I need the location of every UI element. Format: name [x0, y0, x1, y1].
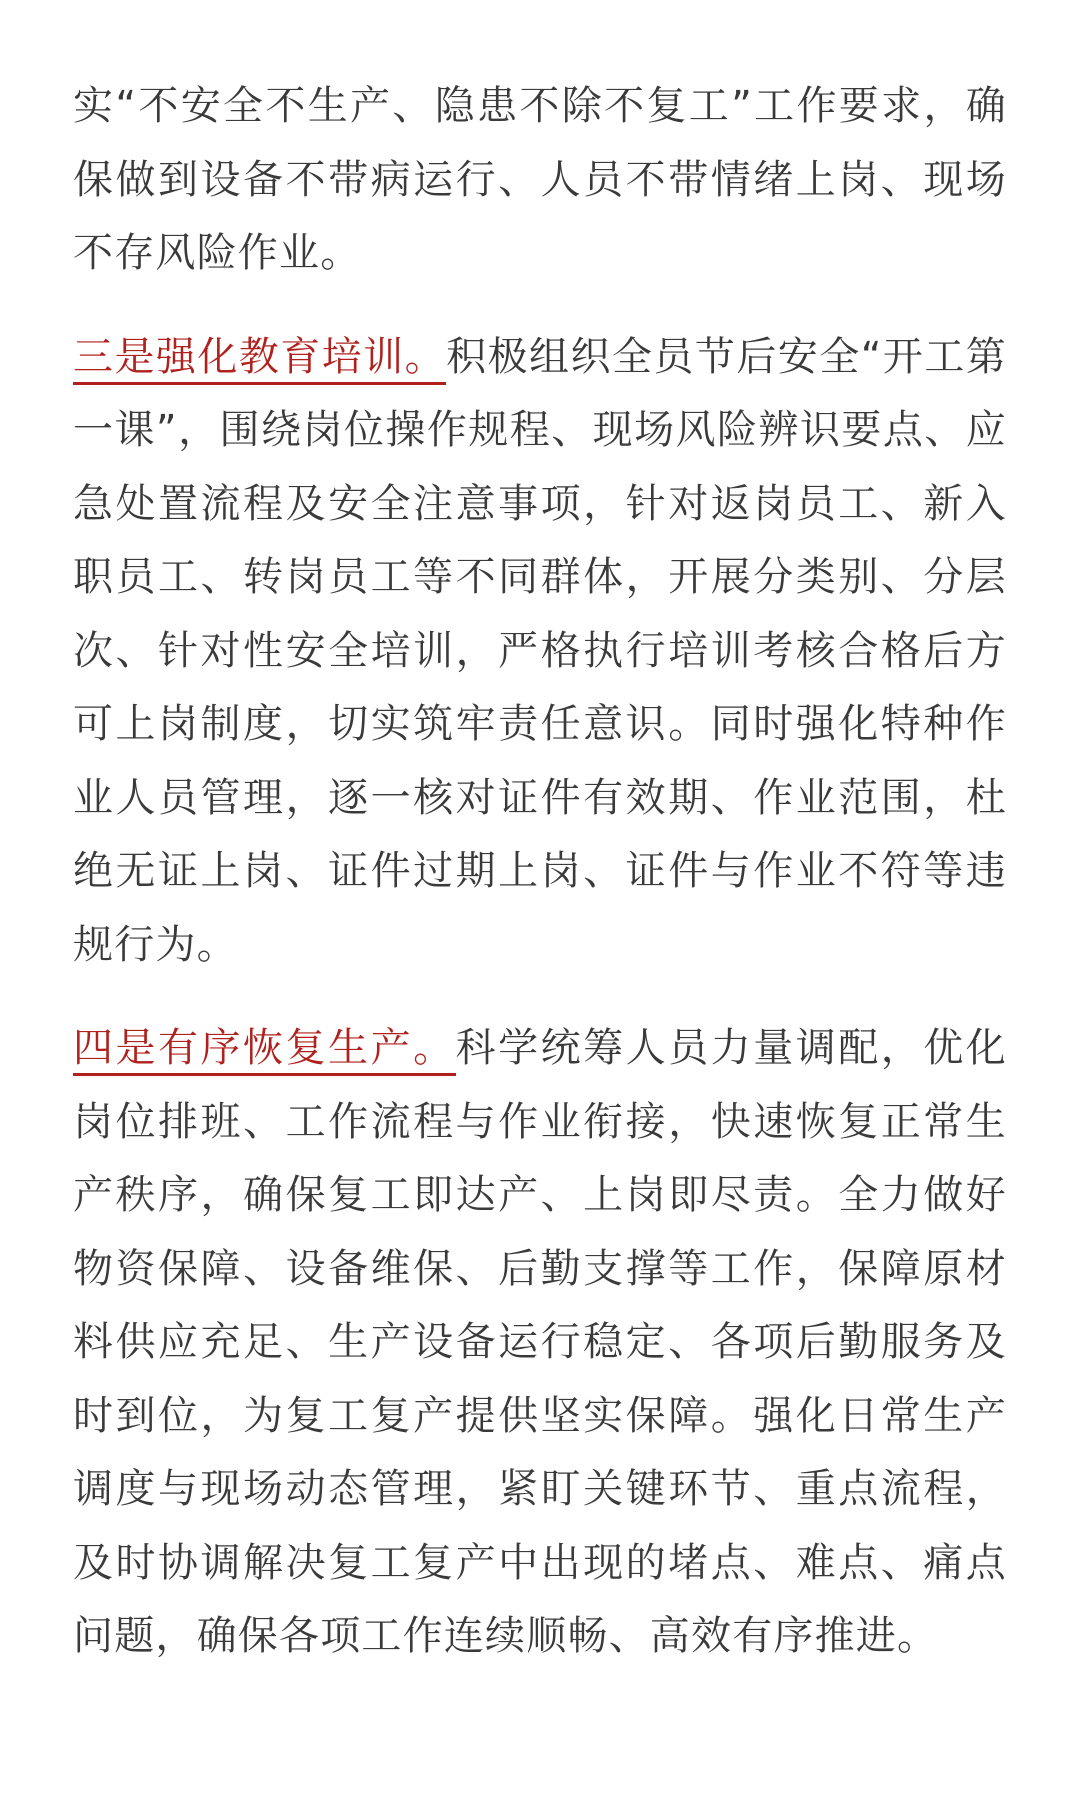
- paragraph-safety-requirements: [73, 70, 1007, 291]
- section-heading-production: 四是有序恢复生产。: [73, 1025, 456, 1076]
- paragraph-text: 科学统筹人员力量调配，优化岗位排班、工作流程与作业衔接，快速恢复正常生产秩序，确保复工即达产、上岗即尽责。全力做好物资保障、设备维保、后勤支撑等工作，保障原材料供应充足、生产设备运行稳定、各项后勤服务及时到位，为复工复产提供坚实保障。强化日常生产调度与现场动态管理，紧盯关键环节、重点流程，及时协调解决复工复产中出现的堵点、难点、痛点问题，确保各项工作连续顺畅、高效有序推进。: [73, 1025, 1007, 1659]
- paragraph-resume-production: [73, 1012, 1007, 1674]
- paragraph-education-training: [73, 321, 1007, 983]
- article-body: [73, 70, 1007, 1674]
- paragraph-text: 实“不安全不生产、隐患不除不复工”工作要求，确保做到设备不带病运行、人员不带情绪上岗、现场不存风险作业。: [73, 83, 1007, 276]
- section-heading-training: 三是强化教育培训。: [73, 334, 446, 385]
- paragraph-text: 积极组织全员节后安全“开工第一课”，围绕岗位操作规程、现场风险辨识要点、应急处置流程及安全注意事项，针对返岗员工、新入职员工、转岗员工等不同群体，开展分类别、分层次、针对性安全培训，严格执行培训考核合格后方可上岗制度，切实筑牢责任意识。同时强化特种作业人员管理，逐一核对证件有效期、作业范围，杜绝无证上岗、证件过期上岗、证件与作业不符等违规行为。: [73, 333, 1007, 968]
